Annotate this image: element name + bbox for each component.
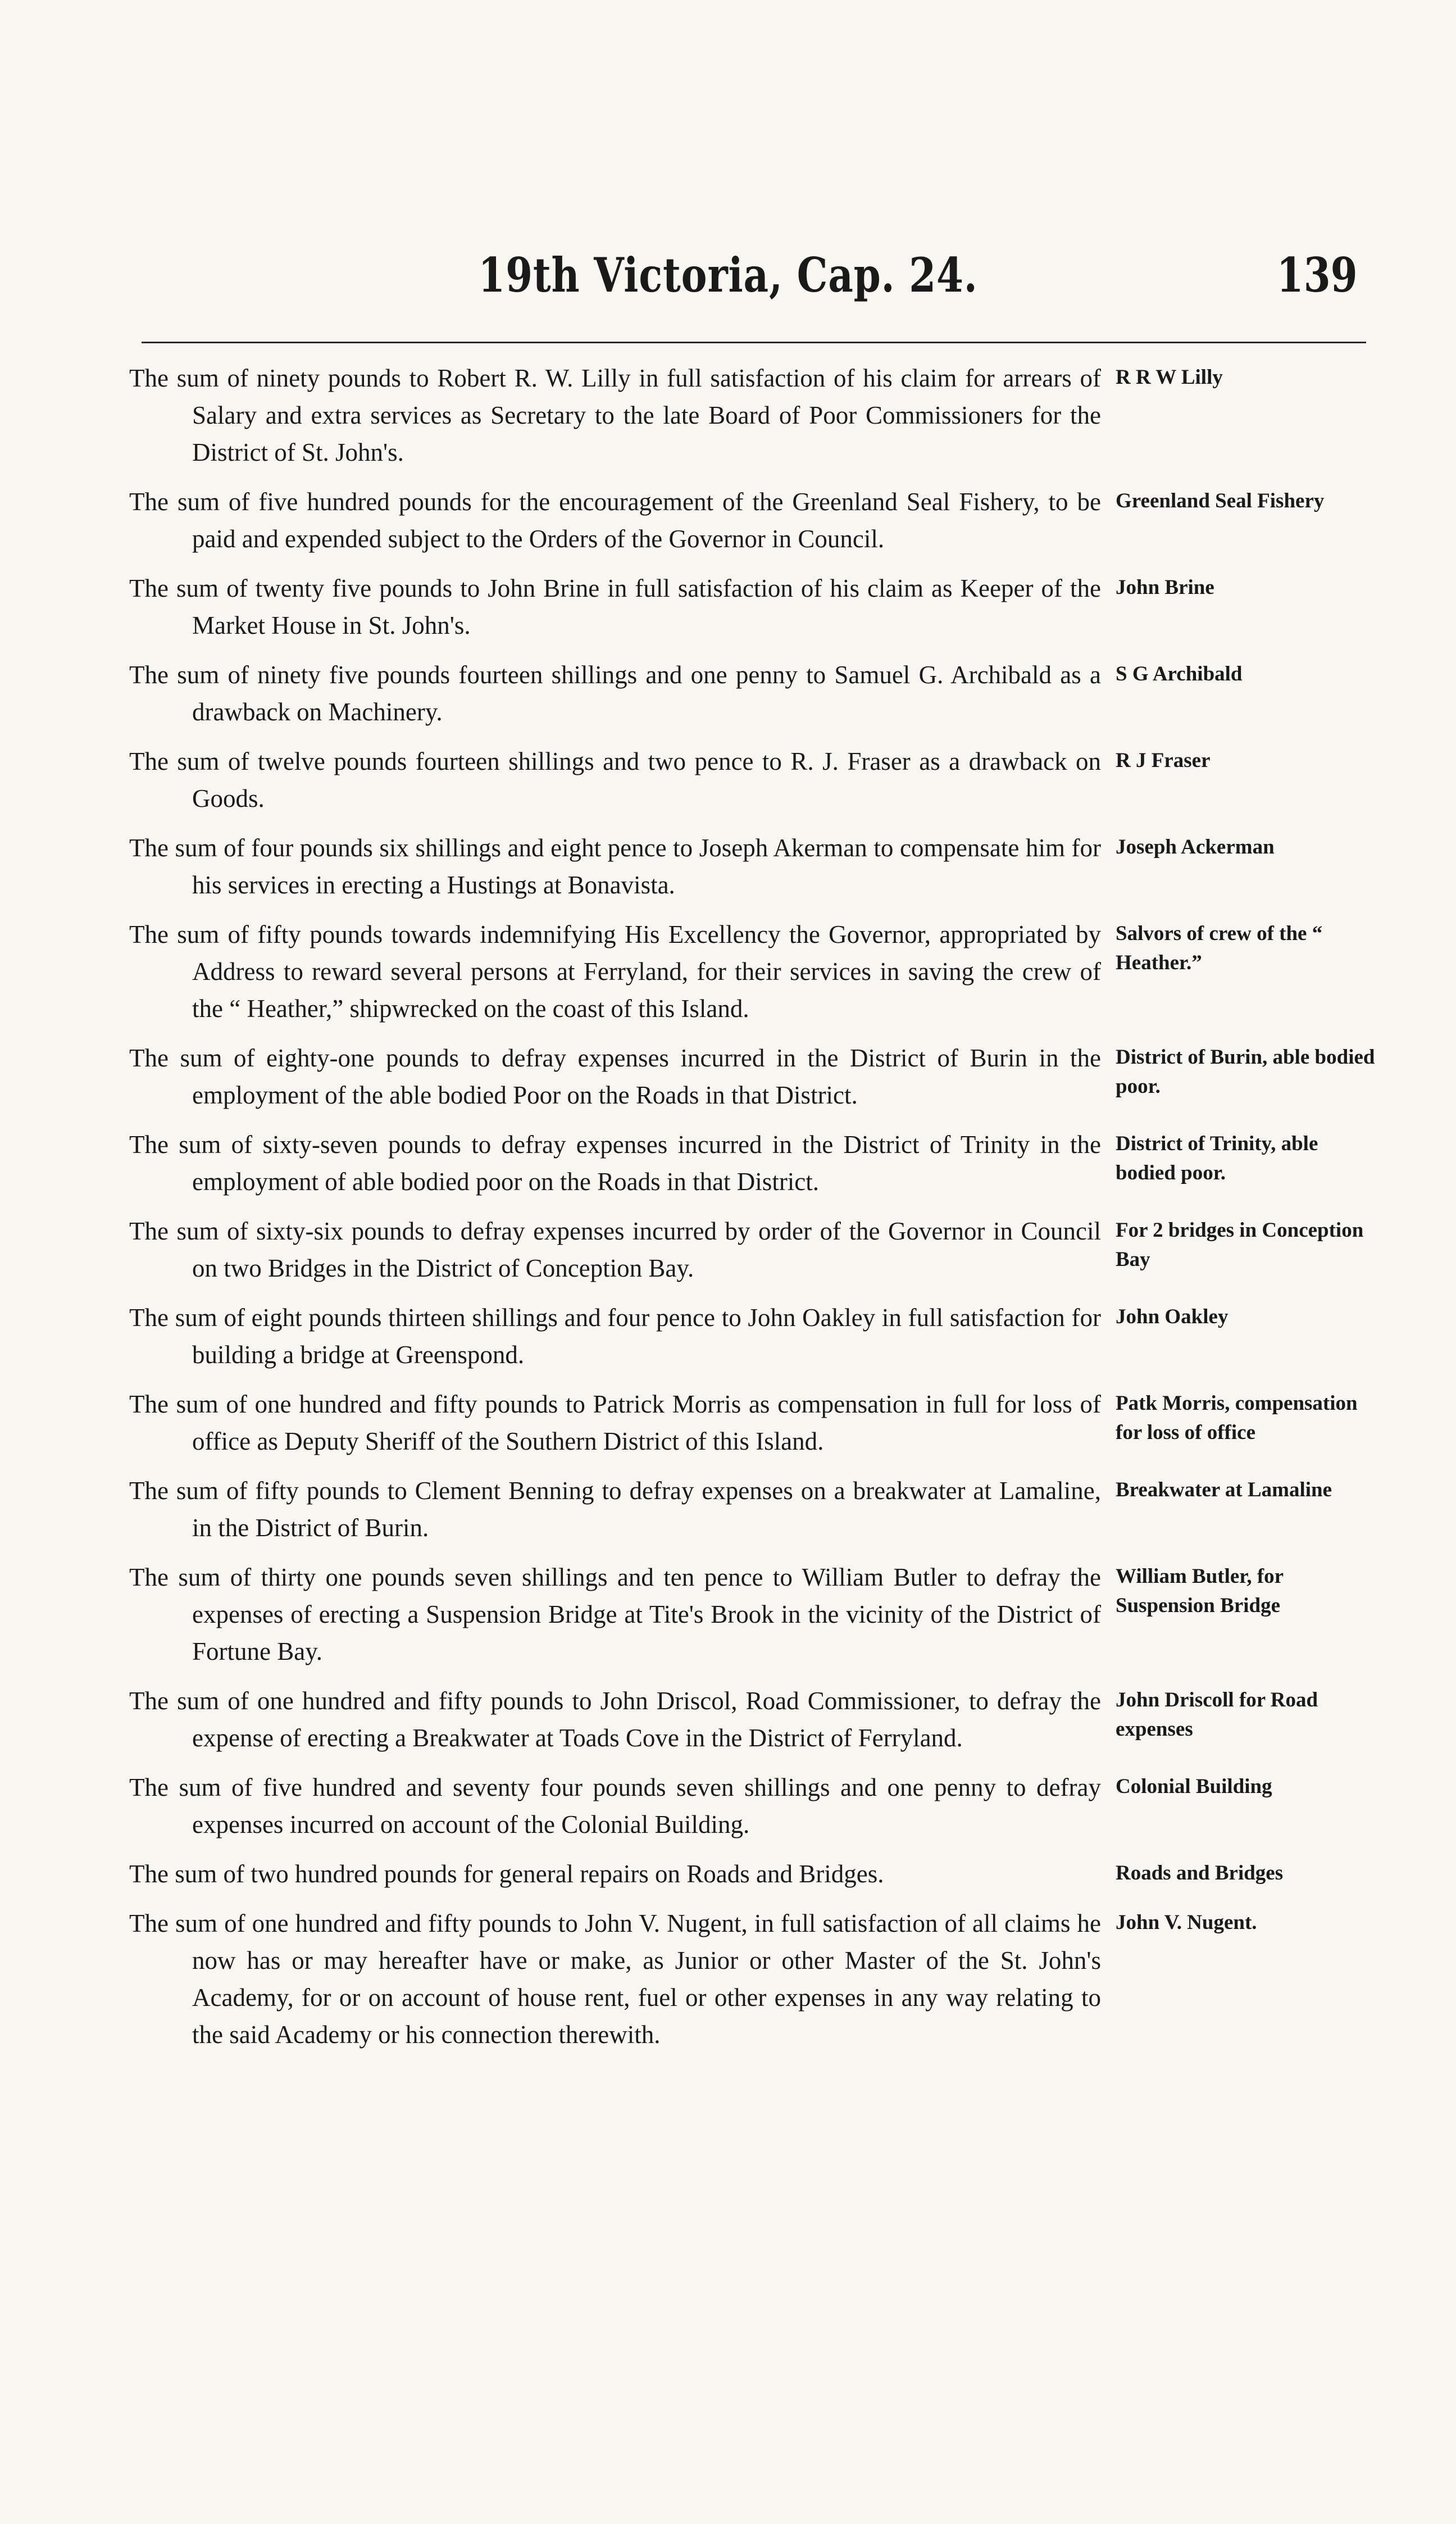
entry-text: The sum of twelve pounds fourteen shillings and two pence to R. J. Fraser as a drawback on Goods. — [129, 747, 1101, 812]
entry-text: The sum of sixty-six pounds to defray expenses incurred by order of the Governor in Council on two Bridges in the District of Conception Bay. — [129, 1217, 1101, 1282]
entry-text: The sum of eight pounds thirteen shillings and four pence to John Oakley in full satisfaction for building a bridge at Greenspond. — [129, 1304, 1101, 1369]
marginal-note: District of Burin, able bodied poor. — [1116, 1046, 1375, 1098]
appropriation-entry — [129, 1126, 1382, 1200]
appropriation-entry — [129, 1905, 1382, 2053]
marginal-note: Colonial Building — [1116, 1775, 1272, 1798]
entry-text: The sum of eighty-one pounds to defray expenses incurred in the District of Burin in the employment of the able bodied Poor on the Roads in that District. — [129, 1044, 1101, 1109]
appropriation-entry — [129, 1682, 1382, 1756]
appropriation-entry — [129, 916, 1382, 1027]
marginal-note: Joseph Ackerman — [1116, 836, 1275, 859]
entry-text: The sum of fifty pounds to Clement Benning to defray expenses on a breakwater at Lamaline, in the District of Burin. — [129, 1477, 1101, 1542]
marginal-note: Roads and Bridges — [1116, 1862, 1284, 1885]
marginal-note: John V. Nugent. — [1116, 1911, 1257, 1934]
appropriation-entry — [129, 1299, 1382, 1373]
page-number: 139 — [1276, 247, 1358, 303]
entry-text: The sum of ninety pounds to Robert R. W. Lilly in full satisfaction of his claim for arrears of Salary and extra services as Secretary to the late Board of Poor Commissioners for the District of St. John's. — [129, 364, 1101, 466]
marginal-note: For 2 bridges in Conception Bay — [1116, 1219, 1364, 1271]
appropriation-entry — [129, 1386, 1382, 1460]
entry-text: The sum of five hundred and seventy four pounds seven shillings and one penny to defray expenses incurred on account of the Colonial Building. — [129, 1773, 1101, 1838]
appropriation-entry — [129, 656, 1382, 730]
marginal-note: Salvors of crew of the “ Heather.” — [1116, 922, 1323, 974]
appropriation-entry — [129, 483, 1382, 557]
marginal-note: Patk Morris, compensation for loss of office — [1116, 1392, 1358, 1444]
marginal-note: District of Trinity, able bodied poor. — [1116, 1132, 1318, 1184]
entry-text: The sum of ninety five pounds fourteen shillings and one penny to Samuel G. Archibald as a drawback on Machinery. — [129, 661, 1101, 726]
appropriation-entry — [129, 570, 1382, 644]
appropriation-list — [129, 360, 1382, 2065]
appropriation-entry — [129, 360, 1382, 471]
appropriation-entry — [129, 1472, 1382, 1546]
appropriation-entry — [129, 1559, 1382, 1670]
appropriation-entry — [129, 1213, 1382, 1287]
entry-text: The sum of four pounds six shillings and eight pence to Joseph Akerman to compensate him for his services in erecting a Hustings at Bonavista. — [129, 834, 1101, 899]
appropriation-entry — [129, 1039, 1382, 1114]
marginal-note: Greenland Seal Fishery — [1116, 489, 1325, 512]
entry-text: The sum of one hundred and fifty pounds to John V. Nugent, in full satisfaction of all claims he now has or may hereafter have or make, as Junior or other Master of the St. John's Academy, for or on account of house rent, fuel or other expenses in any way relating to the said Academy or his connection therewith. — [129, 1909, 1101, 2049]
entry-text: The sum of one hundred and fifty pounds to John Driscol, Road Commissioner, to defray the expense of erecting a Breakwater at Toads Cove in the District of Ferryland. — [129, 1687, 1101, 1752]
entry-text: The sum of one hundred and fifty pounds to Patrick Morris as compensation in full for loss of office as Deputy Sheriff of the Southern District of this Island. — [129, 1390, 1101, 1455]
marginal-note: John Oakley — [1116, 1305, 1229, 1328]
appropriation-entry — [129, 1855, 1382, 1892]
marginal-note: William Butler, for Suspension Bridge — [1116, 1565, 1284, 1617]
entry-text: The sum of twenty five pounds to John Brine in full satisfaction of his claim as Keeper of the Market House in St. John's. — [129, 574, 1101, 639]
entry-text: The sum of five hundred pounds for the encouragement of the Greenland Seal Fishery, to be paid and expended subject to the Orders of the Governor in Council. — [129, 488, 1101, 553]
marginal-note: John Driscoll for Road expenses — [1116, 1688, 1318, 1741]
entry-text: The sum of sixty-seven pounds to defray expenses incurred in the District of Trinity in the employment of able bodied poor on the Roads in that District. — [129, 1131, 1101, 1196]
marginal-note: R R W Lilly — [1116, 366, 1223, 389]
header-rule — [142, 342, 1366, 343]
marginal-note: S G Archibald — [1116, 662, 1243, 686]
running-title: 19th Victoria, Cap. 24. — [478, 247, 978, 303]
marginal-note: Breakwater at Lamaline — [1116, 1478, 1332, 1501]
appropriation-entry — [129, 1769, 1382, 1843]
entry-text: The sum of fifty pounds towards indemnifying His Excellency the Governor, appropriated by Address to reward several persons at Ferryland, for their services in saving the crew of the “ Heather,” shipwrecked on the coast of this Island. — [129, 920, 1101, 1023]
marginal-note: R J Fraser — [1116, 749, 1211, 772]
appropriation-entry — [129, 743, 1382, 817]
marginal-note: John Brine — [1116, 576, 1214, 599]
appropriation-entry — [129, 829, 1382, 904]
entry-text: The sum of thirty one pounds seven shillings and ten pence to William Butler to defray the expenses of erecting a Suspension Bridge at Tite's Brook in the vicinity of the District of Fortune Bay. — [129, 1563, 1101, 1665]
entry-text: The sum of two hundred pounds for general repairs on Roads and Bridges. — [129, 1860, 884, 1888]
